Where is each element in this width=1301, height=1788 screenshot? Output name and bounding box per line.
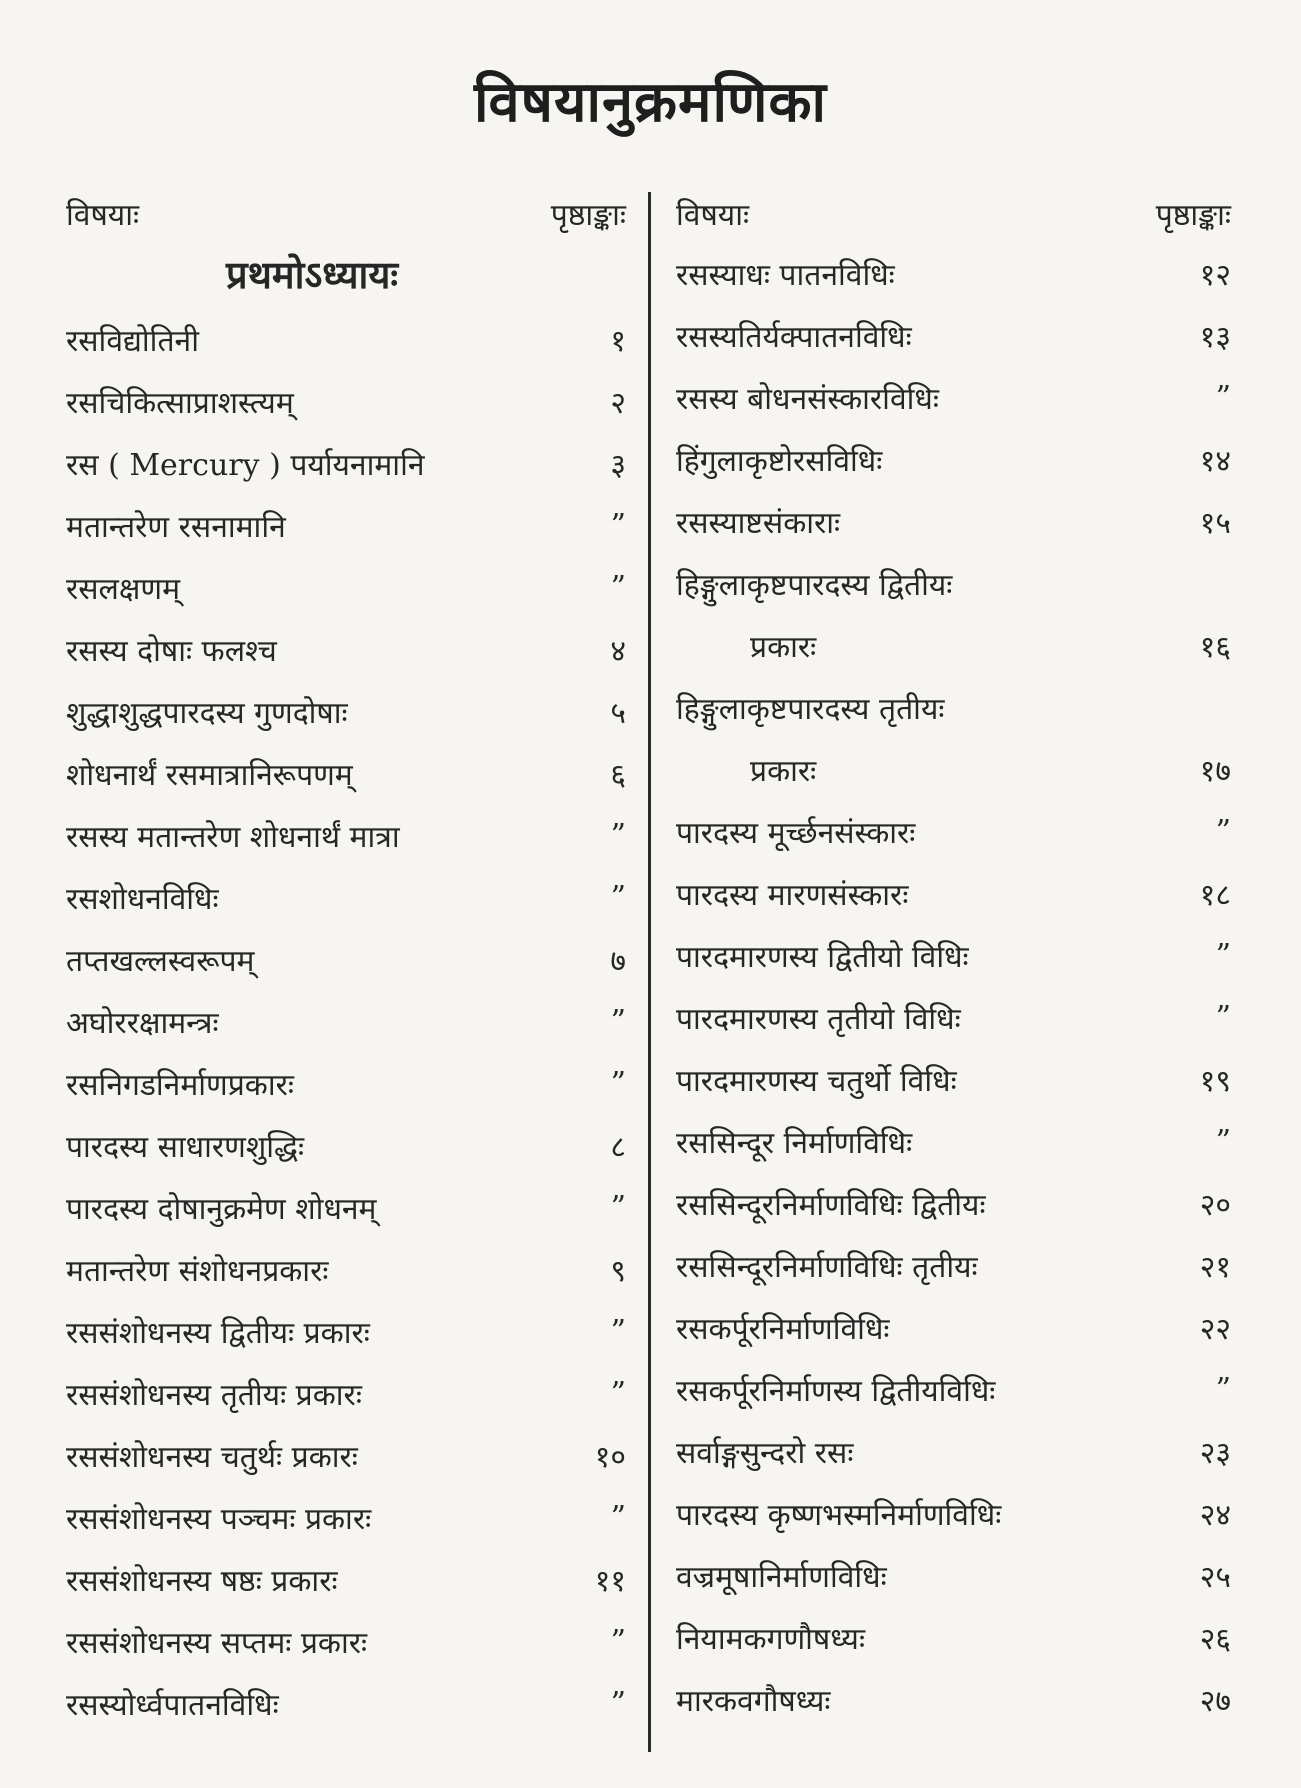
entry-page-number: ” (610, 1499, 626, 1535)
entry-topic: रससंशोधनस्य सप्तमः प्रकारः (66, 1625, 368, 1661)
entry-topic: हिंगुलाकृष्टोरसविधिः (676, 443, 883, 479)
entry-topic: रसस्याष्टसंकाराः (676, 505, 841, 541)
left-entry-list (66, 308, 626, 1734)
toc-entry (66, 1548, 626, 1610)
entry-page-number: ११ (594, 1563, 626, 1599)
entry-page-number: १२ (1199, 257, 1231, 293)
entry-topic: रसलक्षणम् (66, 571, 181, 607)
entry-topic: मारकवगौषध्यः (676, 1683, 831, 1719)
entry-page-number: ” (610, 1685, 626, 1721)
entry-page-number: ” (1215, 813, 1231, 849)
entry-topic: मतान्तरेण रसनामानि (66, 509, 286, 545)
right-column (676, 190, 1231, 1730)
toc-entry (66, 1052, 626, 1114)
toc-entry (66, 1114, 626, 1176)
entry-topic: रसकर्पूरनिर्माणस्य द्वितीयविधिः (676, 1373, 996, 1409)
entry-page-number: २३ (1199, 1435, 1231, 1471)
toc-entry (676, 738, 1231, 800)
toc-entry (676, 1358, 1231, 1420)
entry-topic: हिङ्गुलाकृष्टपारदस्य द्वितीयः (676, 567, 953, 603)
toc-entry (66, 1238, 626, 1300)
toc-entry (676, 1668, 1231, 1730)
entry-topic: रसस्य बोधनसंस्कारविधिः (676, 381, 939, 417)
entry-topic: प्रकारः (750, 629, 817, 665)
toc-entry (66, 804, 626, 866)
toc-entry (676, 552, 1231, 614)
entry-topic: रससंशोधनस्य षष्ठः प्रकारः (66, 1563, 338, 1599)
entry-topic: रसचिकित्साप्राशस्त्यम् (66, 385, 294, 421)
toc-entry (66, 866, 626, 928)
entry-topic: प्रकारः (750, 753, 817, 789)
entry-page-number: ” (610, 1313, 626, 1349)
entry-page-number: १८ (1199, 877, 1231, 913)
entry-page-number: २ (610, 385, 626, 421)
toc-entry (676, 1234, 1231, 1296)
toc-entry (676, 800, 1231, 862)
entry-page-number: २५ (1199, 1559, 1231, 1595)
entry-topic: पारदमारणस्य द्वितीयो विधिः (676, 939, 969, 975)
entry-topic: सर्वाङ्गसुन्दरो रसः (676, 1435, 854, 1471)
topic-header: विषयाः (66, 198, 140, 233)
entry-topic: रसविद्योतिनी (66, 323, 199, 359)
left-column-header (66, 190, 626, 242)
entry-topic: अघोररक्षामन्त्रः (66, 1005, 219, 1041)
entry-page-number: २२ (1199, 1311, 1231, 1347)
entry-page-number: ” (610, 879, 626, 915)
toc-entry (676, 366, 1231, 428)
topic-header: विषयाः (676, 198, 750, 233)
entry-topic: रसनिगडनिर्माणप्रकारः (66, 1067, 294, 1103)
toc-entry (676, 1544, 1231, 1606)
entry-page-number: १० (594, 1439, 626, 1475)
entry-topic: पारदस्य साधारणशुद्धिः (66, 1129, 305, 1165)
entry-topic: शुद्धाशुद्धपारदस्य गुणदोषाः (66, 695, 348, 731)
entry-page-number: ५ (610, 695, 626, 731)
entry-topic: पारदस्य मारणसंस्कारः (676, 877, 909, 913)
toc-entry (66, 1486, 626, 1548)
toc-entry (66, 928, 626, 990)
entry-page-number: १९ (1199, 1063, 1231, 1099)
toc-entry (676, 304, 1231, 366)
entry-page-number: ” (610, 569, 626, 605)
entry-topic: रसकर्पूरनिर्माणविधिः (676, 1311, 890, 1347)
toc-entry (676, 428, 1231, 490)
toc-entry (66, 1362, 626, 1424)
toc-entry (66, 1610, 626, 1672)
entry-page-number: १५ (1199, 505, 1231, 541)
entry-topic: तप्तखल्लस्वरूपम् (66, 943, 255, 979)
entry-topic: रससिन्दूरनिर्माणविधिः द्वितीयः (676, 1187, 986, 1223)
entry-topic: रससंशोधनस्य चतुर्थः प्रकारः (66, 1439, 358, 1475)
toc-entry (676, 1110, 1231, 1172)
toc-entry (66, 370, 626, 432)
entry-page-number: ८ (610, 1129, 626, 1165)
page-title: विषयानुक्रमणिका (473, 69, 828, 135)
entry-page-number: ” (610, 1065, 626, 1101)
toc-entry (676, 1482, 1231, 1544)
chapter-heading: प्रथमोऽध्यायः (226, 252, 399, 297)
toc-entry (66, 1672, 626, 1734)
entry-page-number: ३ (610, 447, 626, 483)
entry-page-number: ” (1215, 1123, 1231, 1159)
entry-topic: पारदस्य दोषानुक्रमेण शोधनम् (66, 1191, 377, 1227)
entry-page-number: ९ (610, 1253, 626, 1289)
toc-entry (676, 1420, 1231, 1482)
entry-page-number: ६ (610, 757, 626, 793)
entry-topic: रससंशोधनस्य द्वितीयः प्रकारः (66, 1315, 370, 1351)
page-header: पृष्ठाङ्काः (1155, 198, 1231, 233)
entry-topic: रससिन्दूरनिर्माणविधिः तृतीयः (676, 1249, 978, 1285)
toc-entry (676, 1048, 1231, 1110)
entry-page-number: ” (1215, 379, 1231, 415)
entry-page-number: १ (610, 323, 626, 359)
entry-page-number: ” (610, 1189, 626, 1225)
toc-entry (676, 924, 1231, 986)
entry-topic: पारदस्य कृष्णभस्मनिर्माणविधिः (676, 1497, 1002, 1533)
entry-topic: नियामकगणौषध्यः (676, 1621, 865, 1657)
toc-entry (676, 614, 1231, 676)
toc-entry (676, 986, 1231, 1048)
entry-page-number: २४ (1199, 1497, 1231, 1533)
entry-topic: रसस्य मतान्तरेण शोधनार्थं मात्रा (66, 819, 400, 855)
toc-entry (676, 676, 1231, 738)
entry-topic: वज्रमूषानिर्माणविधिः (676, 1559, 887, 1595)
toc-entry (66, 308, 626, 370)
entry-page-number: १३ (1199, 319, 1231, 355)
entry-page-number: ७ (610, 943, 626, 979)
entry-page-number: ” (1215, 1371, 1231, 1407)
right-column-header (676, 190, 1231, 242)
toc-entry (66, 1176, 626, 1238)
entry-page-number: २७ (1199, 1683, 1231, 1719)
toc-entry (66, 680, 626, 742)
entry-page-number: १६ (1199, 629, 1231, 665)
toc-entry (676, 862, 1231, 924)
toc-entry (66, 618, 626, 680)
toc-entry (66, 1300, 626, 1362)
toc-entry (676, 1172, 1231, 1234)
entry-topic: रस ( Mercury ) पर्यायनामानि (66, 447, 425, 483)
entry-topic: रसस्योर्ध्वपातनविधिः (66, 1687, 279, 1723)
toc-entry (676, 490, 1231, 552)
entry-topic: रससंशोधनस्य पञ्चमः प्रकारः (66, 1501, 372, 1537)
entry-page-number: १४ (1199, 443, 1231, 479)
toc-entry (676, 1296, 1231, 1358)
entry-page-number: ” (1215, 999, 1231, 1035)
entry-topic: हिङ्गुलाकृष्टपारदस्य तृतीयः (676, 691, 945, 727)
toc-entry (66, 556, 626, 618)
entry-topic: पारदमारणस्य तृतीयो विधिः (676, 1001, 961, 1037)
entry-page-number: ” (610, 1003, 626, 1039)
entry-topic: रससंशोधनस्य तृतीयः प्रकारः (66, 1377, 362, 1413)
entry-page-number: ४ (610, 633, 626, 669)
entry-topic: पारदमारणस्य चतुर्थो विधिः (676, 1063, 957, 1099)
entry-topic: रसस्यतिर्यक्पातनविधिः (676, 319, 912, 355)
entry-topic: रसस्याधः पातनविधिः (676, 257, 895, 293)
entry-page-number: ” (610, 1623, 626, 1659)
column-divider (648, 192, 651, 1752)
toc-entry (66, 432, 626, 494)
toc-entry (66, 990, 626, 1052)
page-header: पृष्ठाङ्काः (550, 198, 626, 233)
entry-page-number: ” (1215, 937, 1231, 973)
entry-page-number: २० (1199, 1187, 1231, 1223)
entry-page-number: ” (610, 1375, 626, 1411)
entry-page-number: १७ (1199, 753, 1231, 789)
entry-topic: रसशोधनविधिः (66, 881, 219, 917)
entry-topic: रसस्य दोषाः फलश्च (66, 633, 277, 669)
entry-page-number: ” (610, 817, 626, 853)
right-entry-list (676, 242, 1231, 1730)
entry-topic: मतान्तरेण संशोधनप्रकारः (66, 1253, 329, 1289)
toc-entry (66, 494, 626, 556)
entry-topic: पारदस्य मूर्च्छनसंस्कारः (676, 815, 916, 851)
entry-page-number: ” (610, 507, 626, 543)
entry-topic: शोधनार्थं रसमात्रानिरूपणम् (66, 757, 353, 793)
toc-entry (66, 742, 626, 804)
toc-entry (66, 1424, 626, 1486)
toc-entry (676, 1606, 1231, 1668)
toc-entry (676, 242, 1231, 304)
entry-topic: रससिन्दूर निर्माणविधिः (676, 1125, 913, 1161)
entry-page-number: २१ (1199, 1249, 1231, 1285)
entry-page-number: २६ (1199, 1621, 1231, 1657)
left-column (66, 190, 626, 1734)
